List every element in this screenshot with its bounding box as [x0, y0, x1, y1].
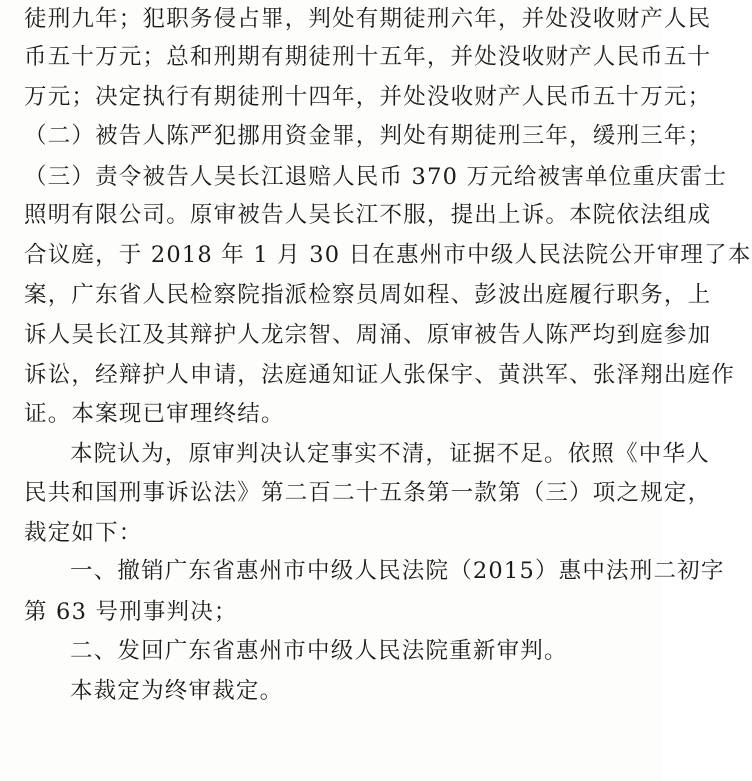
text-line-4: （二）被告人陈严犯挪用资金罪，判处有期徒刑三年，缓刑三年；	[24, 123, 712, 149]
text-line-12: 本院认为，原审判决认定事实不清，证据不足。依照《中华人	[70, 441, 710, 467]
text-line-18: 本裁定为终审裁定。	[70, 678, 284, 704]
text-line-1: 徒刑九年；犯职务侵占罪，判处有期徒刑六年，并处没收财产人民	[24, 6, 712, 32]
text-line-8: 案，广东省人民检察院指派检察员周如程、彭波出庭履行职务，上	[24, 282, 712, 308]
text-line-5: （三）责令被告人吴长江退赔人民币 370 万元给被害单位重庆雷士	[24, 164, 728, 190]
text-line-15: 一、撤销广东省惠州市中级人民法院（2015）惠中法刑二初字	[70, 558, 725, 584]
text-line-11: 证。本案现已审理终结。	[24, 401, 285, 427]
text-line-13: 民共和国刑事诉讼法》第二百二十五条第一款第（三）项之规定，	[24, 480, 712, 506]
text-line-3: 万元；决定执行有期徒刑十四年，并处没收财产人民币五十万元；	[24, 84, 712, 110]
text-line-16: 第 63 号刑事判决；	[24, 599, 238, 625]
text-line-17: 二、发回广东省惠州市中级人民法院重新审判。	[70, 638, 568, 664]
text-line-10: 诉讼，经辩护人申请，法庭通知证人张保宇、黄洪军、张泽翔出庭作	[24, 362, 736, 388]
text-line-9: 诉人吴长江及其辩护人龙宗智、周涌、原审被告人陈严均到庭参加	[24, 322, 712, 348]
text-line-6: 照明有限公司。原审被告人吴长江不服，提出上诉。本院依法组成	[24, 202, 712, 228]
text-line-14: 裁定如下：	[24, 520, 143, 546]
text-line-7: 合议庭，于 2018 年 1 月 30 日在惠州市中级人民法院公开审理了本	[24, 242, 752, 268]
text-line-2: 币五十万元；总和刑期有期徒刑十五年，并处没收财产人民币五十	[24, 44, 712, 70]
